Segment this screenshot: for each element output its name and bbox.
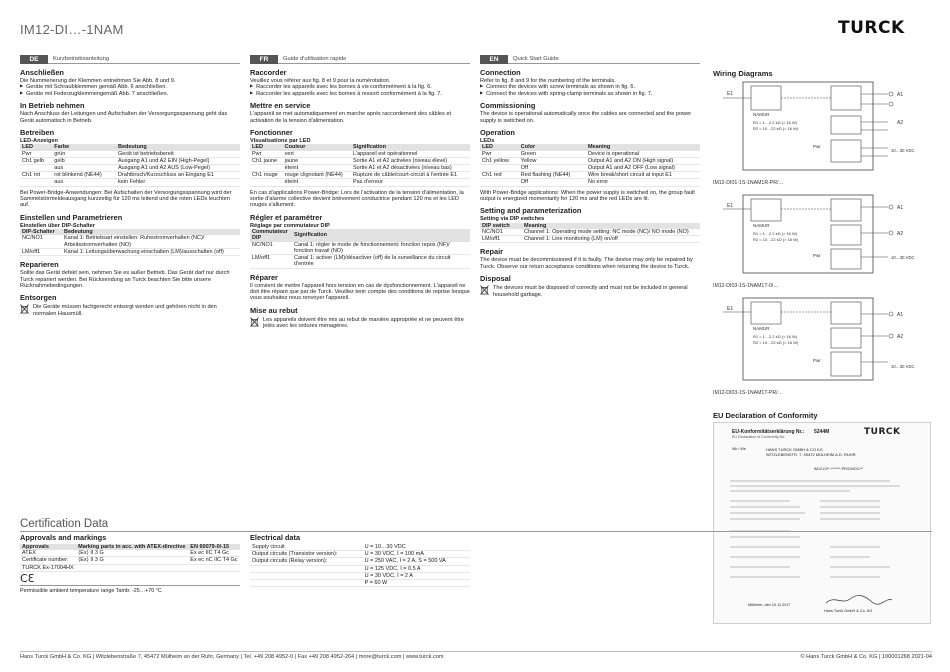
a1-label: A1 bbox=[897, 312, 904, 318]
section-heading: Operation bbox=[480, 128, 515, 138]
namur-label: NAMUR bbox=[753, 112, 770, 117]
wiring-diagram-2 bbox=[713, 193, 931, 283]
section-heading: In Betrieb nehmen bbox=[20, 101, 85, 111]
r2-label: R2 = 10…22 kΩ (> 16 W) bbox=[753, 237, 799, 242]
lang-code: FR bbox=[250, 55, 278, 64]
section-heading: Repair bbox=[480, 247, 504, 257]
footer-divider bbox=[20, 651, 932, 652]
subheading: Réglage par commutateur DIP bbox=[250, 222, 330, 229]
section-heading: Einstellen und Parametrieren bbox=[20, 212, 123, 222]
eu-product: IM12-DI**-*******-PR/24VDC/** bbox=[814, 467, 864, 471]
led-table: LED Color Meaning Pwr Green Device is operational Ch1 yellow Yellow Output A1 and A2 ON (High signal) Off Output A1 and A2 OFF (Low signal) Ch1 red Red flashing (NE44) Wire break/short circuit at input E1 Off No error bbox=[480, 144, 700, 186]
pwr-label: Pwr bbox=[813, 144, 821, 149]
eu-address: WITZLEBENSTR. 7, 45472 MÜLHEIM A.D. RUHR bbox=[766, 452, 856, 457]
section-heading: Commissioning bbox=[480, 101, 536, 111]
paragraph: Die Geräte müssen fachgerecht entsorgt werden und gehören nicht in den normalen Hausmüll. bbox=[33, 304, 217, 317]
paragraph: The device is operational automatically once the cables are connected and the power supply is switched on. bbox=[480, 111, 692, 124]
e1-label: E1 bbox=[727, 203, 734, 209]
dip-table: Commutateur DIP Signification NC/NO1 Canal 1: régler le mode de fonctionnement: fonction repos (NF)/ fonction travail (NO) LM/off1 Canal 1: activer (LM)/désactiver (off) de la surveillance du circuit d'entrée bbox=[250, 229, 470, 268]
eu-decl-number: 5244M bbox=[814, 429, 830, 435]
column-en bbox=[480, 55, 700, 298]
bullet: ▶ Connect the devices with screw terminals as shown in fig. 6. bbox=[480, 84, 700, 90]
paragraph: Nach Anschluss der Leitungen und Aufschalten der Versorgungsspannung geht das Gerät automatisch in Betrieb. bbox=[20, 111, 228, 124]
subheading: LED-Anzeigen bbox=[20, 138, 58, 145]
eu-place-date: Mülheim, den 10.11.2017 bbox=[748, 603, 791, 607]
eu-declaration-body-lines bbox=[730, 477, 920, 597]
lang-label: Guide d'utilisation rapide bbox=[283, 55, 347, 62]
pwr-label: Pwr bbox=[813, 358, 821, 363]
subheading: LEDs bbox=[480, 138, 495, 145]
signature-graphic bbox=[824, 593, 894, 607]
bullet: ▶ Geräte mit Schraubklemmen gemäß Abb. 6 anschließen. bbox=[20, 84, 240, 90]
paragraph: Sollte das Gerät defekt sein, nehmen Sie es außer Betrieb. Das Gerät darf nur durch Turck repariert werden. Bei Rücksendung an Turck beachten Sie bitte unsere Rücknahmebedingungen. bbox=[20, 270, 230, 289]
paragraph: Il convient de mettre l'appareil hors tension en cas de dysfonctionnement. L'appareil ne doit être réparé que par de Turck. Veuillez tenir compte des conditions de reprise lorsque vous souhaitez nous renvoyer l'appareil. bbox=[250, 282, 470, 302]
led-table: LED Couleur Signification Pwr vert L'appareil est opérationnel Ch1 jaune jaune Sortie A1 et A2 activées (niveau élevé) éteint Sortie A1 et A2 désactivées (niveau bas) Ch1 rouge rouge clignotant (NE44) Rupture de câble/court-circuit à l'entrée E1 éteint Pas d'erreur bbox=[250, 144, 470, 186]
certification-title: Certification Data bbox=[20, 518, 109, 530]
lang-label: Kurzbetriebsanleitung bbox=[53, 55, 110, 62]
waste-bin-icon bbox=[20, 304, 29, 314]
subheading: Visualisations par LED bbox=[250, 138, 311, 145]
section-heading: Mettre en service bbox=[250, 101, 311, 111]
section-heading: Mise au rebut bbox=[250, 305, 298, 315]
r1-label: R1 = 1…2.2 kΩ (> 16 W) bbox=[753, 231, 798, 236]
wiring-diagrams-title: Wiring Diagrams bbox=[713, 69, 773, 78]
section-heading: Fonctionner bbox=[250, 128, 293, 138]
wiring-caption-2: IM12-DI03-1S-1NAM1T-0/… bbox=[713, 283, 779, 289]
lang-code: DE bbox=[20, 55, 48, 64]
section-heading: Entsorgen bbox=[20, 293, 57, 303]
paragraph: Die Nummerierung der Klemmen entnehmen Sie Abb. 8 und 9. bbox=[20, 78, 176, 84]
eu-turck-logo: TURCK bbox=[864, 427, 901, 437]
e1-label: E1 bbox=[727, 306, 734, 312]
r2-label: R2 = 10…22 kΩ (> 16 W) bbox=[753, 126, 799, 131]
pwr-label: Pwr bbox=[813, 253, 821, 258]
vdc-label: 10…30 VDC bbox=[891, 255, 915, 260]
namur-label: NAMUR bbox=[753, 223, 770, 228]
dip-table: DIP switch Meaning NC/NO1 Channel 1: Operating mode setting: NC mode (NC)/ NO mode (NO) LM/off1 Channel 1: Line monitoring (LM) on/off bbox=[480, 223, 700, 244]
bullet: ▶ Raccorder les appareils avec les bornes à vis conformément à la fig. 6. bbox=[250, 84, 470, 90]
eu-we: Wir / We bbox=[732, 447, 746, 451]
turck-logo: TURCK bbox=[838, 18, 905, 38]
approvals-table: Approvals Marking parts in acc. with ATEX-directive EN 60079-0/-15 ATEX ⟨Ex⟩ II 3 G Ex ec IIC T4 Gc Certificate number: ⟨Ex⟩ II 3 G Ex ec nC IIC T4 Gc TURCK Ex-17004HX bbox=[20, 544, 240, 572]
a2-label: A2 bbox=[897, 120, 904, 126]
e1-label: E1 bbox=[727, 91, 734, 97]
waste-bin-icon bbox=[250, 317, 259, 327]
a2-label: A2 bbox=[897, 334, 904, 340]
paragraph: With Power-Bridge applications: When the power supply is switched on, the group fault output is energized momentarily for 120 ms and the red LEDs are lit. bbox=[480, 189, 695, 203]
section-heading: Betreiben bbox=[20, 128, 55, 138]
wiring-diagram-3 bbox=[713, 296, 931, 388]
bullet: ▶ Geräte mit Federzugklemmengemäß Abb. 7 anschließen. bbox=[20, 91, 240, 97]
section-heading: Reparieren bbox=[20, 260, 59, 270]
waste-bin-icon bbox=[480, 285, 489, 295]
approvals-block bbox=[20, 534, 240, 595]
vdc-label: 10…30 VDC bbox=[891, 364, 915, 369]
column-de bbox=[20, 55, 240, 317]
section-heading: Connection bbox=[480, 68, 521, 77]
divider bbox=[20, 531, 932, 532]
electrical-data-block bbox=[250, 534, 470, 587]
eu-declaration-image bbox=[713, 422, 931, 624]
electrical-table: Supply circuit U = 10…30 VDC Output circuits (Transistor version): U = 30 VDC, I = 100 mA Output circuits (Relay version): U = 250 VAC, I = 2 A, S = 500 VA U = 125 VDC, I = 0.5 A U = 30 VDC, I = 2 A P = 60 W bbox=[250, 544, 470, 587]
lang-label: Quick Start Guide bbox=[513, 55, 559, 62]
a1-label: A1 bbox=[897, 205, 904, 211]
document-title: IM12-DI…-1NAM bbox=[20, 22, 124, 37]
paragraph: The devices must be disposed of correctly and must not be included in general household garbage. bbox=[493, 285, 688, 298]
r2-label: R2 = 10…22 kΩ (> 16 W) bbox=[753, 340, 799, 345]
section-heading: Régler et paramétrer bbox=[250, 212, 323, 222]
bullet: ▶ Raccorder les appareils avec les bornes à ressort conformément à la fig. 7. bbox=[250, 91, 470, 97]
lang-code: EN bbox=[480, 55, 508, 64]
bullet: ▶ Connect the devices with spring-clamp terminals as shown in fig. 7. bbox=[480, 91, 700, 97]
paragraph: Les appareils doivent être mis au rebut de manière appropriée et ne peuvent être jetés avec les ordures ménagères. bbox=[263, 316, 464, 330]
column-fr bbox=[250, 55, 470, 330]
paragraph: Veuillez vous référer aux fig. 8 et 9 pour la numérotation. bbox=[250, 78, 391, 84]
electrical-heading: Electrical data bbox=[250, 533, 301, 542]
section-heading: Raccorder bbox=[250, 68, 287, 77]
dip-table: DIP-Schalter Bedeutung NC/NO1 Kanal 1: Betriebsart einstellen: Ruhestromverhalten (NC)/ Arbeitsstromverhalten (NO) LM/off1 Kanal 1: Leitungsüberwachung einschalten (LM)/ausschalten (off) bbox=[20, 229, 240, 256]
wiring-caption-3: IM12-DI03-1S-1NAM1T-PR/… bbox=[713, 390, 783, 396]
eu-decl-heading: EU-Konformitätserklärung Nr.: bbox=[732, 429, 805, 435]
paragraph: The device must be decommissioned if it is faulty. The device may only be repaired by Turck. Observe our return acceptance conditions when returning the device to Turck. bbox=[480, 257, 693, 270]
eu-company: HANS TURCK GMBH & CO KG bbox=[766, 447, 823, 452]
section-heading: Disposal bbox=[480, 274, 511, 284]
ce-mark-icon: CƐ bbox=[20, 571, 35, 585]
footer-copyright: © Hans Turck GmbH & Co. KG | 100001268 2021-04 bbox=[800, 654, 932, 660]
eu-signatory: Hans Turck GmbH & Co. KG bbox=[824, 609, 873, 613]
vdc-label: 10…30 VDC bbox=[891, 148, 915, 153]
subheading: Setting via DIP switches bbox=[480, 216, 545, 223]
wiring-caption-1: IM12-DI01-1S-1NAM1R-PR/… bbox=[713, 180, 784, 186]
r1-label: R1 = 1…2.2 kΩ (> 16 W) bbox=[753, 120, 798, 125]
led-table: LED Farbe Bedeutung Pwr grün Gerät ist betriebsbereit Ch1 gelb gelb Ausgang A1 und A2 EIN (High-Pegel) aus Ausgang A1 und A2 AUS (Low-Pegel) Ch1 rot rot blinkend (NE44) Drahtbruch/Kurzschluss an Eingang E1 aus kein Fehler bbox=[20, 144, 240, 186]
r1-label: R1 = 1…2.2 kΩ (> 16 W) bbox=[753, 334, 798, 339]
section-heading: Anschließen bbox=[20, 68, 64, 77]
section-heading: Réparer bbox=[250, 272, 278, 282]
a1-label: A1 bbox=[897, 92, 904, 98]
section-heading: Setting and parameterization bbox=[480, 206, 582, 216]
paragraph: Bei Power-Bridge-Anwendungen: Bei Aufschalten der Versorgungsspannung wird der Sammelstörmeldeausgang kurzzeitig für 120 ms leitend und die roten LEDs leuchten auf. bbox=[20, 189, 232, 209]
paragraph: L'appareil se met automatiquement en marche après raccordement des câbles et activation de la tension d'alimentation. bbox=[250, 111, 451, 124]
temperature-range: Permissible ambient temperature range Tamb: -25…+70 °C bbox=[20, 585, 240, 595]
paragraph: En cas d'applications Power-Bridge: Lors de l'activation de la tension d'alimentation, la sortie d'alarme collective devient brièvement conductrice pendant 120 ms et les LED rouges s'allument. bbox=[250, 189, 464, 209]
footer-contact: Hans Turck GmbH & Co. KG | Witzlebenstraße 7, 45472 Mülheim an der Ruhr, Germany | Tel. +49 208 4952-0 | Fax +49 208 4952-264 | more@turck.com | www.turck.com bbox=[20, 654, 444, 660]
subheading: Einstellen über DIP-Schalter bbox=[20, 222, 95, 229]
a2-label: A2 bbox=[897, 231, 904, 237]
approvals-heading: Approvals and markings bbox=[20, 533, 107, 542]
eu-decl-sub: EU Declaration of Conformity No.: bbox=[732, 435, 787, 439]
eu-declaration-title: EU Declaration of Conformity bbox=[713, 411, 818, 420]
wiring-diagram-1 bbox=[713, 80, 931, 180]
paragraph: Refer to fig. 8 and 9 for the numbering of the terminals. bbox=[480, 78, 616, 84]
namur-label: NAMUR bbox=[753, 326, 770, 331]
